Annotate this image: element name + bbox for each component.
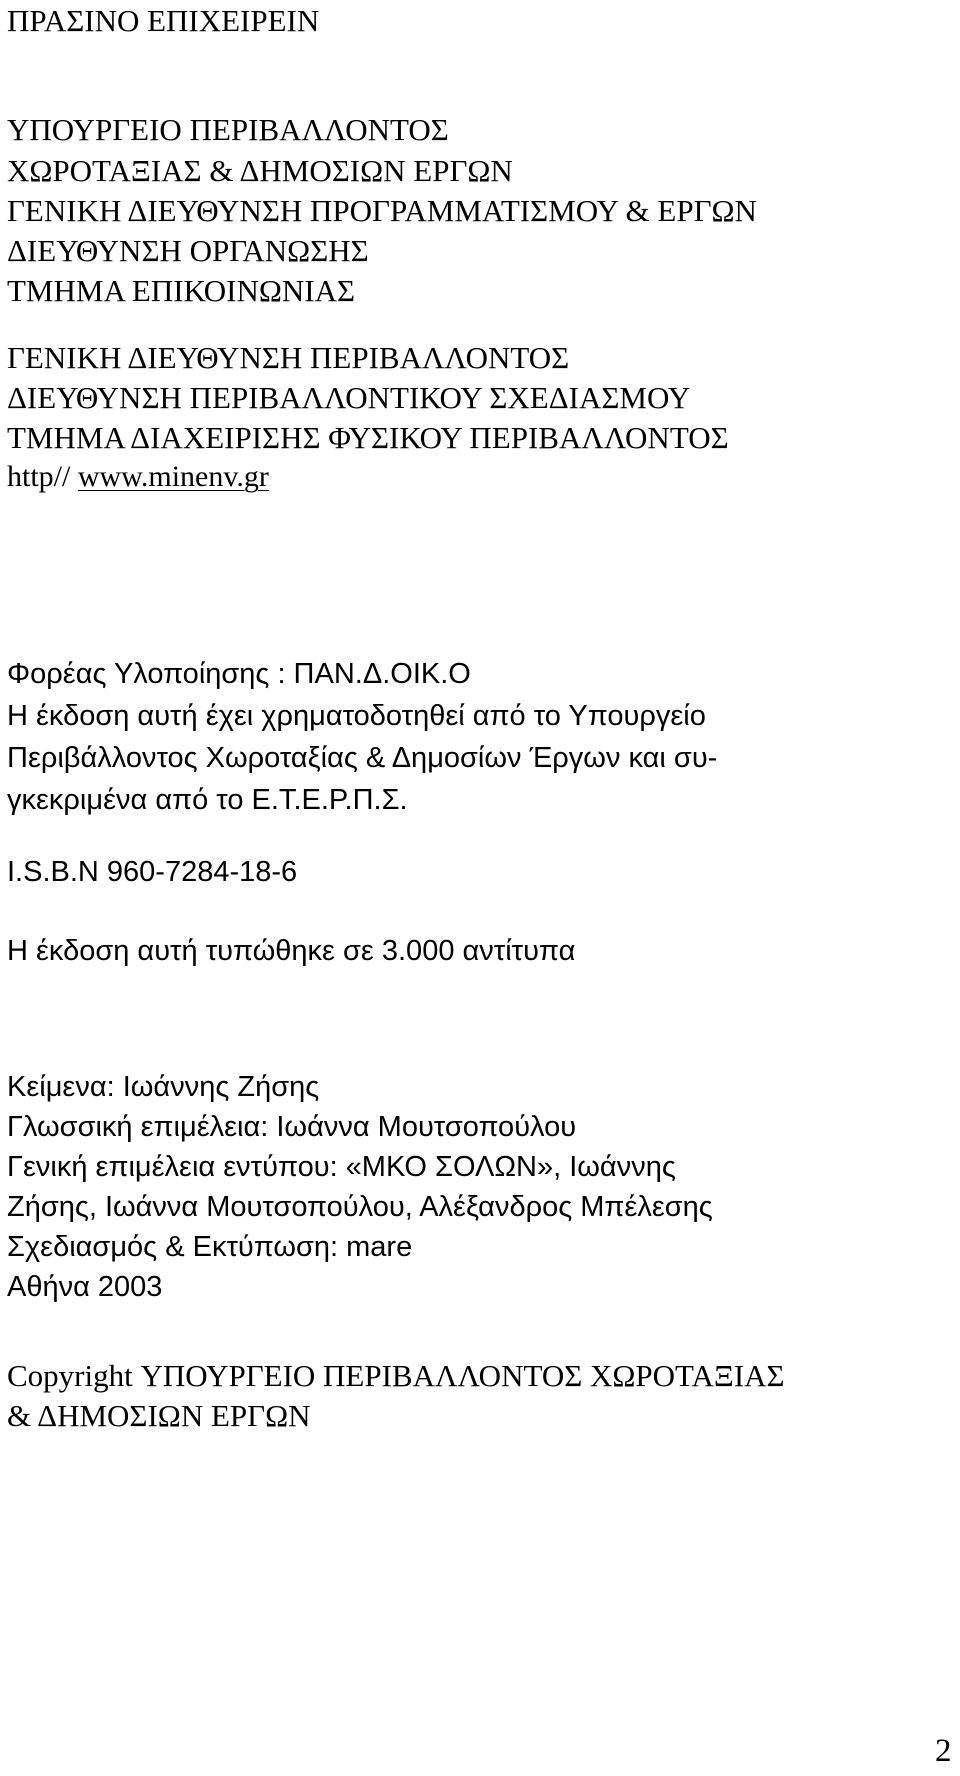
- ministry-line-2: ΧΩΡΟΤΑΞΙΑΣ & ΔΗΜΟΣΙΩΝ ΕΡΓΩΝ: [7, 153, 513, 188]
- environment-line-2: ΔΙΕΥΘΥΝΣΗ ΠΕΡΙΒΑΛΛΟΝΤΙΚΟΥ ΣΧΕΔΙΑΣΜΟΥ: [7, 380, 691, 415]
- ministry-line-1: ΥΠΟΥΡΓΕΙΟ ΠΕΡΙΒΑΛΛΟΝΤΟΣ: [7, 112, 449, 147]
- page-number: 2: [935, 1733, 952, 1769]
- funding-line-1: Η έκδοση αυτή έχει χρηματοδοτηθεί από το Υπουργείο: [7, 700, 706, 732]
- url-prefix: http//: [7, 460, 71, 493]
- funding-line-3: γκεκριμένα από το Ε.Τ.Ε.Ρ.Π.Σ.: [7, 784, 408, 816]
- environment-line-1: ΓΕΝΙΚΗ ΔΙΕΥΘΥΝΣΗ ΠΕΡΙΒΑΛΛΟΝΤΟΣ: [7, 340, 570, 375]
- copyright-line-2: & ΔΗΜΟΣΙΩΝ ΕΡΓΩΝ: [7, 1398, 311, 1433]
- credits-general-editing-2: Ζήσης, Ιωάννα Μουτσοπούλου, Αλέξανδρος Μπέλεσης: [7, 1191, 713, 1223]
- credits-texts: Κείμενα: Ιωάννης Ζήσης: [7, 1071, 320, 1103]
- ministry-line-3: ΓΕΝΙΚΗ ΔΙΕΥΘΥΝΣΗ ΠΡΟΓΡΑΜΜΑΤΙΣΜΟΥ & ΕΡΓΩΝ: [7, 193, 757, 228]
- ministry-line-4: ΔΙΕΥΘΥΝΣΗ ΟΡΓΑΝΩΣΗΣ: [7, 233, 369, 268]
- website-line: [7, 462, 269, 492]
- ministry-line-5: ΤΜΗΜΑ ΕΠΙΚΟΙΝΩΝΙΑΣ: [7, 273, 356, 308]
- isbn: I.S.B.N 960-7284-18-6: [7, 856, 298, 888]
- credits-language-editing: Γλωσσική επιμέλεια: Ιωάννα Μουτσοπούλου: [7, 1111, 577, 1143]
- copyright-line-1: Copyright ΥΠΟΥΡΓΕΙΟ ΠΕΡΙΒΑΛΛΟΝΤΟΣ ΧΩΡΟΤΑΞΙΑΣ: [7, 1358, 785, 1393]
- print-run: Η έκδοση αυτή τυπώθηκε σε 3.000 αντίτυπα: [7, 935, 576, 967]
- environment-line-3: ΤΜΗΜΑ ΔΙΑΧΕΙΡΙΣΗΣ ΦΥΣΙΚΟΥ ΠΕΡΙΒΑΛΛΟΝΤΟΣ: [7, 420, 729, 455]
- implementation-body: Φορέας Υλοποίησης : ΠΑΝ.Δ.ΟΙΚ.Ο: [7, 658, 471, 690]
- ministry-website-link[interactable]: www.minenv.gr: [77, 460, 269, 493]
- funding-line-2: Περιβάλλοντος Χωροταξίας & Δημοσίων Έργων και συ-: [7, 742, 718, 774]
- credits-general-editing-1: Γενική επιμέλεια εντύπου: «ΜΚΟ ΣΟΛΩΝ», Ιωάννης: [7, 1151, 676, 1183]
- document-title: ΠΡΑΣΙΝΟ ΕΠΙΧΕΙΡΕΙΝ: [7, 3, 320, 38]
- credits-design-printing: Σχεδιασμός & Εκτύπωση: mare: [7, 1231, 413, 1263]
- credits-place-year: Αθήνα 2003: [7, 1271, 163, 1303]
